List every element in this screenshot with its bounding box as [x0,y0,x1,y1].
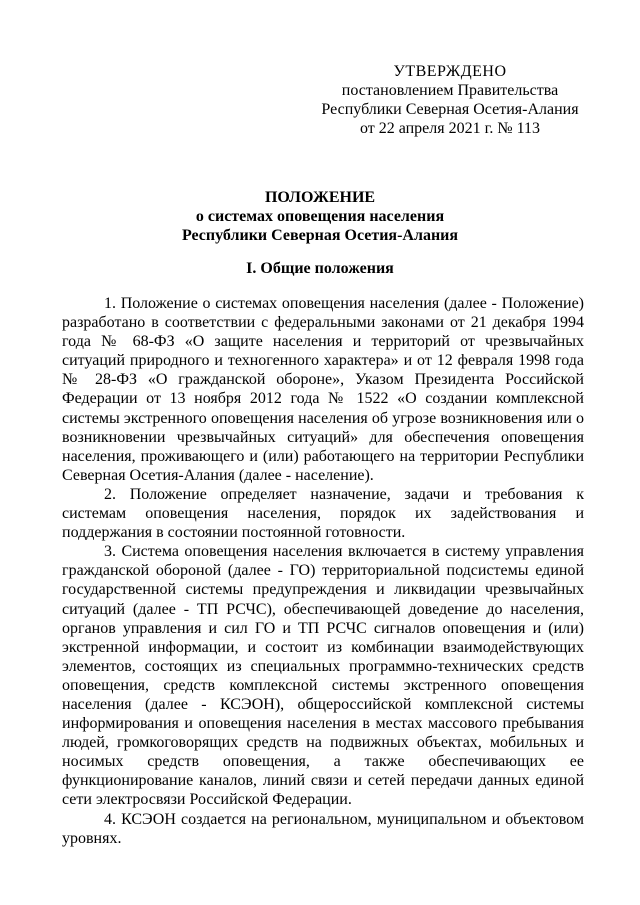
paragraph: 4. КСЭОН создается на региональном, муниципальном и объектовом уровнях. [62,810,584,847]
approval-stamp [300,62,600,138]
approval-heading: УТВЕРЖДЕНО [393,63,507,80]
title-subtitle: Республики Северная Осетия-Алания [181,227,459,244]
approval-line: постановлением Правительства [341,82,559,99]
title-main: ПОЛОЖЕНИЕ [264,189,376,206]
paragraph: 1. Положение о системах оповещения населения (далее - Положение) разработано в соответствии с федеральными законами от 21 декабря 1994 года № 68-ФЗ «О защите населения и территорий от чрезвычайных ситуаций природного и техногенного характера» и от 12 февраля 1998 года № 28-ФЗ «О гражданской обороне», Указом Президента Российской Федерации от 13 ноября 2012 года № 1522 «О создании комплексной системы экстренного оповещения населения об угрозе возникновения или о возникновении чрезвычайных ситуаций» для обеспечения оповещения населения, проживающего и (или) работающего на территории Республики Северная Осетия-Алания (далее - население). [62,295,584,484]
title-subtitle: о системах оповещения населения [195,208,445,225]
document-body [62,294,584,848]
approval-date: от 22 апреля 2021 г. № 113 [359,120,541,137]
paragraph: 3. Система оповещения населения включается в систему управления гражданской обороной (далее - ГО) территориальной подсистемы единой государственной системы предупреждения и ликвидации чрезвычайных ситуаций (далее - ТП РСЧС), обеспечивающей доведение до населения, органов управления и сил ГО и ТП РСЧС сигналов оповещения и (или) экстренной информации, и состоит из комбинации взаимодействующих элементов, состоящих из специальных программно-технических средств оповещения, средств комплексной системы экстренного оповещения населения (далее - КСЭОН), общероссийской комплексной системы информирования и оповещения населения в местах массового пребывания людей, громкоговорящих средств на подвижных объектах, мобильных и носимых средств оповещения, а также обеспечивающих ее функционирование каналов, линий связи и сетей передачи данных единой сети электросвязи Российской Федерации. [62,543,584,809]
approval-line: Республики Северная Осетия-Алания [321,101,579,118]
section-heading: I. Общие положения [246,260,394,277]
paragraph: 2. Положение определяет назначение, задачи и требования к системам оповещения населения, порядок их задействования и поддержания в состоянии постоянной готовности. [62,485,584,542]
document-title [0,188,640,245]
